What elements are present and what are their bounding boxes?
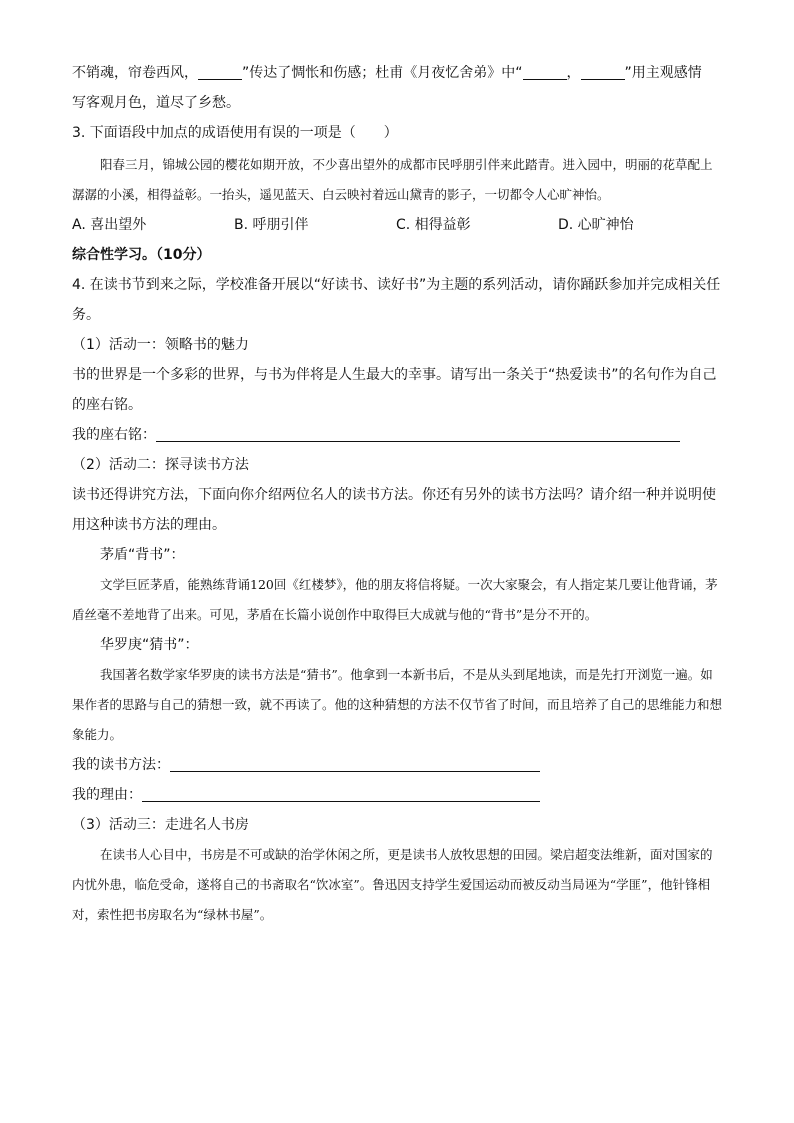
answer-blank-2[interactable] (523, 63, 567, 80)
q3-stem: 3. 下面语段中加点的成语使用有误的一项是（ ） (72, 125, 398, 141)
intro-line-2: 写客观月色，道尽了乡愁。 (72, 95, 240, 111)
motto-answer-line[interactable] (156, 425, 680, 442)
answer-blank-1[interactable] (198, 63, 242, 80)
q3-options (72, 210, 724, 240)
method-answer-row (72, 750, 724, 780)
reason-answer-row (72, 780, 724, 810)
intro-text-c: ， (566, 65, 581, 81)
hualuogeng-title: 华罗庚“猜书”： (100, 637, 199, 653)
hualuogeng-text: 我国著名数学家华罗庚的读书方法是“猜书”。他拿到一本新书后，不是从头到尾地读，而是先打开浏览一遍。如果作者的思路与自己的猜想一致，就不再读了。他的这种猜想的方法不仅节省了时间，而且培养了自己的思维能力和想象能力。 (72, 667, 723, 742)
q3-option-b[interactable]: B. 呼朋引伴 (234, 217, 309, 233)
section-title: 综合性学习。（10分） (72, 247, 211, 263)
q3-option-d[interactable]: D. 心旷神怡 (558, 217, 634, 233)
q3-option-c[interactable]: C. 相得益彰 (396, 217, 471, 233)
activity-2-title: （2）活动二：探寻读书方法 (72, 457, 249, 473)
activity-3-title: （3）活动三：走进名人书房 (72, 817, 249, 833)
method-label: 我的读书方法： (72, 757, 170, 773)
answer-blank-3[interactable] (581, 63, 625, 80)
maodun-title: 茅盾“背书”： (100, 547, 185, 563)
intro-text-a: 不销魂，帘卷西风， (72, 65, 198, 81)
intro-line-1 (72, 58, 724, 88)
q3-passage: 阳春三月，锦城公园的樱花如期开放，不少喜出望外的成都市民呼朋引伴来此踏青。进入园中，明丽的花草配上潺潺的小溪，相得益彰。一抬头，遥见蓝天、白云映衬着远山黛青的影子，一切都令人心旷神怡。 (72, 157, 713, 202)
reason-label: 我的理由： (72, 787, 142, 803)
activity-1-title: （1）活动一：领略书的魅力 (72, 337, 249, 353)
q4-stem: 4. 在读书节到来之际，学校准备开展以“好读书、读好书”为主题的系列活动，请你踊跃参加并完成相关任务。 (72, 277, 721, 323)
method-answer-line[interactable] (170, 755, 540, 772)
q3-option-a[interactable]: A. 喜出望外 (72, 217, 147, 233)
activity-2-text: 读书还得讲究方法，下面向你介绍两位名人的读书方法。你还有另外的读书方法吗？请介绍一种并说明使用这种读书方法的理由。 (72, 487, 716, 533)
exam-page (72, 58, 724, 930)
motto-label: 我的座右铭： (72, 427, 156, 443)
maodun-text: 文学巨匠茅盾，能熟练背诵120回《红楼梦》，他的朋友将信将疑。一次大家聚会，有人指定某几要让他背诵，茅盾丝毫不差地背了出来。可见，茅盾在长篇小说创作中取得巨大成就与他的“背书”是分不开的。 (72, 577, 718, 622)
intro-text-d: ”用主观感情 (624, 65, 702, 81)
reason-answer-line[interactable] (142, 785, 540, 802)
activity-1-text: 书的世界是一个多彩的世界，与书为伴将是人生最大的幸事。请写出一条关于“热爱读书”的名句作为自己的座右铭。 (72, 367, 717, 413)
activity-3-text: 在读书人心目中，书房是不可或缺的治学休闲之所，更是读书人放牧思想的田园。梁启超变法维新，面对国家的内忧外患，临危受命，遂将自己的书斋取名“饮冰室”。鲁迅因支持学生爱国运动而被反动当局诬为“学匪”，他针锋相对，索性把书房取名为“绿林书屋”。 (72, 847, 713, 922)
intro-text-b: ”传达了惆怅和伤感；杜甫《月夜忆舍弟》中“ (242, 65, 523, 81)
motto-answer-row (72, 420, 724, 450)
